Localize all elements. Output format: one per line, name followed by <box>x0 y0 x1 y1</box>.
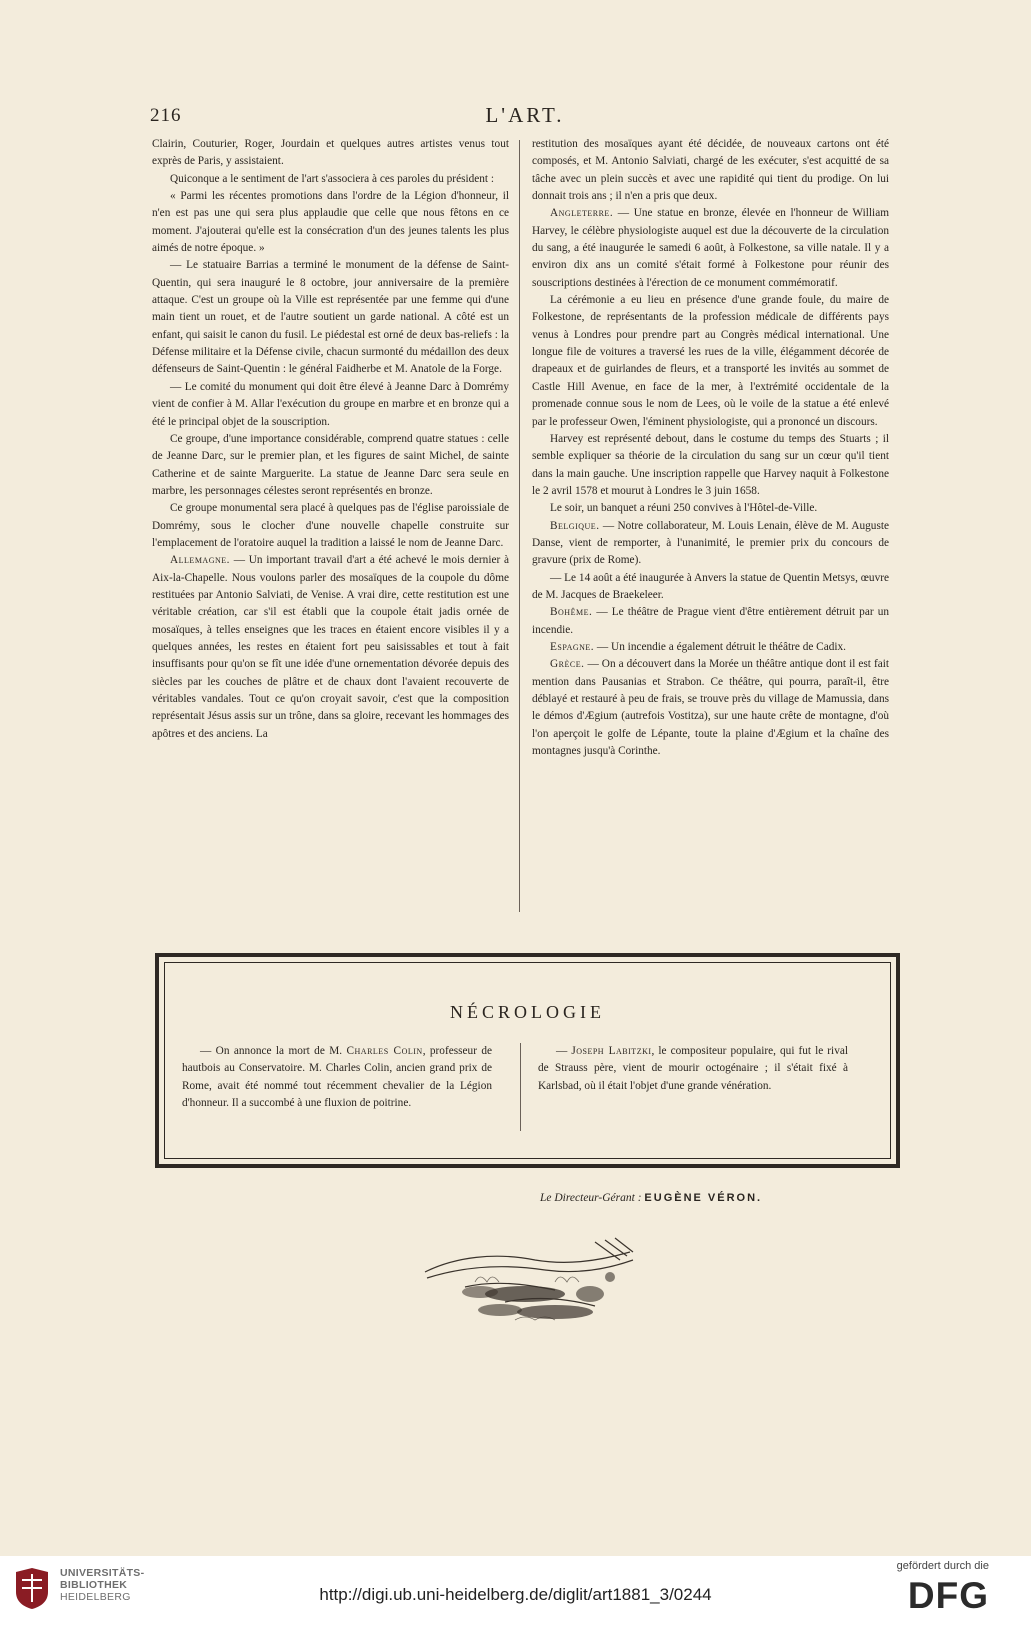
paragraph-text: — Une statue en bronze, élevée en l'honneur de William Harvey, le célèbre physiologiste auquel est due la découverte de la circulation du sang, a été inaugurée le samedi 6 août, à Folkestone, sa ville natale. Il y a environ dix ans un comité s'était formé à Folkestone pour réunir des souscriptions destinées à l'érection de ce monument commémoratif. <box>532 207 889 289</box>
entry-prefix: — On annonce la mort de M. <box>200 1045 347 1057</box>
page-header <box>150 101 900 131</box>
page-number: 216 <box>150 105 182 126</box>
paragraph-belgique <box>532 518 889 570</box>
right-column <box>532 136 889 760</box>
paragraph-text: — Le théâtre de Prague vient d'être entièrement détruit par un incendie. <box>532 606 889 636</box>
column-divider <box>519 140 520 912</box>
section-label: Angleterre. <box>550 207 614 220</box>
funded-by-label: gefördert durch die <box>896 1560 989 1572</box>
person-name: Joseph Labitzki <box>571 1045 652 1057</box>
necrologie-divider <box>520 1043 521 1131</box>
paragraph: Harvey est représenté debout, dans le costume du temps des Stuarts ; il semble expliquer sa théorie de la circulation du sang sur un cœur qu'il tient dans la main gauche. Une inscription rappelle que Harvey naquit à Folkestone le 2 avril 1578 et mourut à Londres le 3 juin 1658. <box>532 432 889 497</box>
paragraph: restitution des mosaïques ayant été décidée, de nouveaux cartons ont été composés, et M. Antonio Salviati, chargé de les exécuter, s'est acquitté de sa tâche avec un plein succès et avec une rapidité qui tient du prodige. On lui donnait trois ans ; il n'en a pris que deux. <box>532 138 889 203</box>
footer-bar <box>0 1556 1031 1635</box>
library-line: HEIDELBERG <box>60 1591 131 1603</box>
paragraph: Quiconque a le sentiment de l'art s'associera à ces paroles du président : <box>170 172 495 185</box>
paragraph: — Le statuaire Barrias a terminé le monument de la défense de Saint-Quentin, qui sera inauguré le 8 octobre, jour anniversaire de la première attaque. C'est un groupe où la Ville est représentée par une femme qui d'une main tient un rouet, et de l'autre soutient un garde national. A côté est un enfant, qui saisit le canon du fusil. Le piédestal est orné de deux bas-reliefs : la Défense militaire et la Défense civile, chacun surmonté du médaillon des deux défenseurs de Saint-Quentin : le général Faidherbe et M. Anatole de la Forge. <box>152 259 509 376</box>
paragraph-boheme <box>532 604 889 639</box>
dfg-logo: DFG <box>907 1575 989 1616</box>
left-column <box>152 136 509 743</box>
section-label: Bohême. <box>550 606 593 619</box>
paragraph: — Le comité du monument qui doit être élevé à Jeanne Darc à Domrémy vient de confier à M. Allar l'exécution du groupe en marbre et en bronze qui a été le principal objet de la souscription. <box>152 380 509 428</box>
necrologie-entry <box>538 1043 848 1095</box>
section-label: Belgique. <box>550 519 600 532</box>
paragraph: Ce groupe, d'une importance considérable, comprend quatre statues : celle de Jeanne Darc, sur le premier plan, et les figures de saint Michel, de sainte Catherine et de sainte Marguerite. La statue de Jeanne Darc sera seule en marbre, les personnages célestes seront représentés en bronze. <box>152 432 509 497</box>
library-line: BIBLIOTHEK <box>60 1579 128 1591</box>
paragraph-espagne <box>532 639 889 656</box>
necrologie-box-inner <box>164 962 891 1159</box>
paragraph: Clairin, Couturier, Roger, Jourdain et quelques autres artistes venus tout exprès de Paris, y assistaient. <box>152 138 509 168</box>
section-label: Allemagne. <box>170 554 230 567</box>
necrologie-left-column <box>182 1043 492 1112</box>
paragraph-text: — Un incendie a également détruit le théâtre de Cadix. <box>594 640 846 653</box>
paragraph: La cérémonie a eu lieu en présence d'une grande foule, du maire de Folkestone, de représentants de la profession médicale de différents pays venus à Londres pour prendre part au Congrès médical international. Une longue file de voitures a traversé les rues de la ville, élégamment décorée de drapeaux et de guirlandes de fleurs, et a transporté les invités au sommet de Castle Hill Avenue, en face de la mer, à l'extrémité occidentale de la promenade connue sous le nom de Lees, où le voile de la statue a été enlevé par le professeur Owen, l'éminent physiologiste, qui a prononcé un discours. <box>532 294 889 428</box>
paragraph: « Parmi les récentes promotions dans l'ordre de la Légion d'honneur, il n'en est pas une qui sera plus applaudie que celle que nous fêtons en ce moment. J'ajouterai qu'elle est la consécration d'un des jeunes talents les plus aimés de notre époque. » <box>152 190 509 255</box>
paragraph-allemagne <box>152 552 509 743</box>
entry-text: , le compositeur populaire, qui fut le rival de Strauss père, vient de mourir octogénaire ; il s'était fixé à Karlsbad, où il était l'objet d'une grande vénération. <box>538 1045 848 1092</box>
paragraph-text: — On a découvert dans la Morée un théâtre antique dont il est fait mention dans Pausanias et Strabon. Ce théâtre, qui pourra, paraît-il, être déblayé et restauré à peu de frais, se trouve près du village de Mamussia, dans le démos d'Ægium (autrefois Vostitza), sur une haute crête de montagne, d'où l'on aperçoit le golfe de Lépante, toute la plaine d'Ægium et la chaîne des montagnes jusqu'à Corinthe. <box>532 658 889 758</box>
section-label: Espagne. <box>550 640 595 653</box>
paragraph-text: — Un important travail d'art a été achevé le mois dernier à Aix-la-Chapelle. Nous voulons parler des mosaïques de la coupole du dôme restituées par Antonio Salviati, de Venise. A vrai dire, cette restitution est une véritable création, car s'il est établi que la coupole était jadis ornée de mosaïques, à telles enseignes que les traces en étaient encore visibles il y a quelques années, les restes en étaient fort peu saisissables et tout à fait insuffisants pour qu'on se fît une idée d'une ornementation dévorée depuis des siècles par les couches de plâtre et de chaux dont l'avaient recouverte de véritables vandales. Tout ce qu'on croyait savoir, c'est que la composition représentait Jésus assis sur un trône, dans sa gloire, recevant les hommages des apôtres et des anciens. La <box>152 554 510 740</box>
paragraph-grece <box>532 656 889 760</box>
paragraph: Le soir, un banquet a réuni 250 convives à l'Hôtel-de-Ville. <box>550 502 818 515</box>
journal-title: L'ART. <box>485 103 565 127</box>
section-label: Grèce. <box>550 658 585 671</box>
necrologie-title: NÉCROLOGIE <box>450 1002 605 1022</box>
signature-label: Le Directeur-Gérant : <box>540 1192 642 1204</box>
person-name: Charles Colin <box>346 1045 423 1057</box>
paragraph-angleterre <box>532 205 889 292</box>
library-line: UNIVERSITÄTS- <box>60 1567 145 1579</box>
source-url-link[interactable]: http://digi.ub.uni-heidelberg.de/diglit/art1881_3/0244 <box>319 1585 712 1604</box>
paragraph: — Le 14 août a été inaugurée à Anvers la statue de Quentin Metsys, œuvre de M. Jacques de Braekeleer. <box>532 571 889 601</box>
entry-prefix: — <box>556 1045 572 1057</box>
necrologie-box <box>155 953 900 1168</box>
necrologie-right-column <box>538 1043 848 1095</box>
entry-text: , professeur de hautbois au Conservatoire. M. Charles Colin, ancien grand prix de Rome, avait été nommé tout récemment chevalier de la Légion d'honneur. Il a succombé à une fluxion de poitrine. <box>182 1045 493 1109</box>
signature-line <box>540 1192 900 1212</box>
decorative-vignette-illustration <box>405 1232 650 1332</box>
paragraph-text: — Notre collaborateur, M. Louis Lenain, élève de M. Auguste Danse, vient de remporter, à l'unanimité, le premier prix du concours de gravure (prix de Rome). <box>532 519 889 567</box>
necrologie-entry <box>182 1043 492 1112</box>
paragraph: Ce groupe monumental sera placé à quelques pas de l'église paroissiale de Domrémy, sous le clocher d'une nouvelle chapelle construite sur l'emplacement de l'oratoire auquel la tradition a laissé le nom de Jeanne Darc. <box>152 502 509 549</box>
signature-name: EUGÈNE VÉRON. <box>644 1192 763 1204</box>
